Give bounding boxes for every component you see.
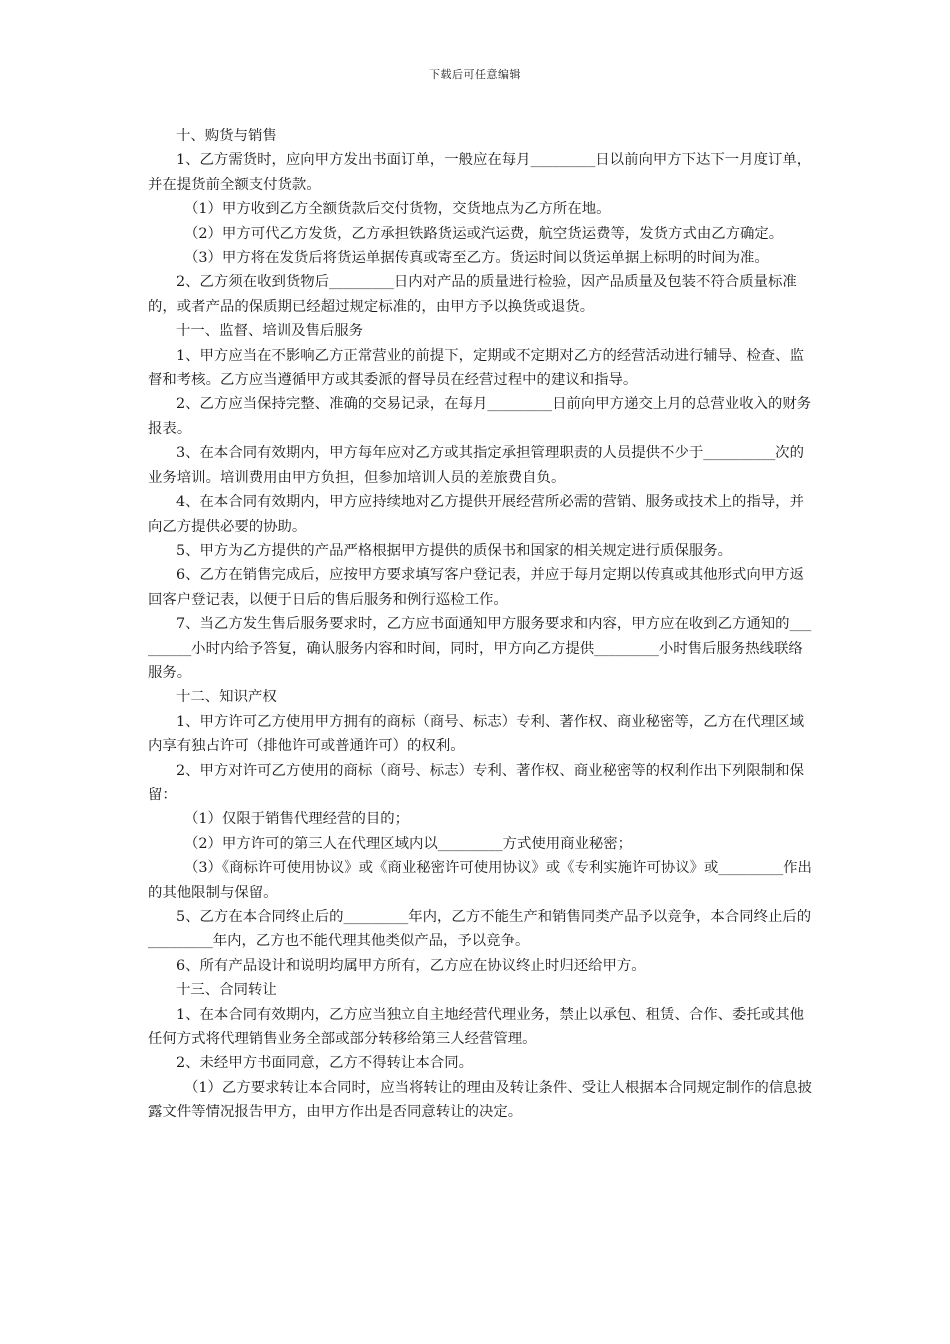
paragraph: （2）甲方许可的第三人在代理区域内以_________方式使用商业秘密； xyxy=(184,835,633,852)
paragraph: 5、乙方在本合同终止后的_________年内，乙方不能生产和销售同类产品予以竞争，本合同终止后的_________年内，乙方也不能代理其他类似产品，予以竞争。 xyxy=(148,909,812,950)
paragraph: 十一、监督、培训及售后服务 xyxy=(176,323,364,340)
paragraph: 1、甲方许可乙方使用甲方拥有的商标（商号、标志）专利、著作权、商业秘密等，乙方在代理区域内享有独占许可（排他许可或普通许可）的权利。 xyxy=(148,713,804,755)
paragraph: 十三、合同转让 xyxy=(176,982,277,999)
paragraph: 7、当乙方发生售后服务要求时，乙方应书面通知甲方服务要求和内容，甲方应在收到乙方通知的_________小时内给予答复，确认服务内容和时间，同时，甲方向乙方提供_________小时售后服务热线联络服务。 xyxy=(148,616,812,681)
paragraph: 6、乙方在销售完成后，应按甲方要求填写客户登记表，并应于每月定期以传真或其他形式向甲方返回客户登记表，以便于日后的售后服务和例行巡检工作。 xyxy=(148,567,804,608)
paragraph: （1）乙方要求转让本合同时，应当将转让的理由及转让条件、受让人根据本合同规定制作的信息披露文件等情况报告甲方，由甲方作出是否同意转让的决定。 xyxy=(148,1079,812,1121)
paragraph: （2）甲方可代乙方发货，乙方承担铁路货运或汽运费，航空货运费等，发货方式由乙方确定。 xyxy=(184,225,784,242)
paragraph: 2、乙方应当保持完整、准确的交易记录，在每月_________日前向甲方递交上月的总营业收入的财务报表。 xyxy=(148,396,812,437)
page-header: 下载后可任意编辑 xyxy=(429,68,521,81)
paragraph: （3）《商标许可使用协议》或《商业秘密许可使用协议》或《专利实施许可协议》或_________作出的其他限制与保留。 xyxy=(148,860,812,901)
paragraph: 十、购货与销售 xyxy=(176,128,277,144)
paragraph: 3、在本合同有效期内，甲方每年应对乙方或其指定承担管理职责的人员提供不少于__________次的业务培训。培训费用由甲方负担，但参加培训人员的差旅费自负。 xyxy=(148,445,804,486)
paragraph: （1）仅限于销售代理经营的目的； xyxy=(184,811,410,828)
paragraph: 2、未经甲方书面同意，乙方不得转让本合同。 xyxy=(176,1055,473,1072)
paragraph: 1、甲方应当在不影响乙方正常营业的前提下，定期或不定期对乙方的经营活动进行辅导、检查、监督和考核。乙方应当遵循甲方或其委派的督导员在经营过程中的建议和指导。 xyxy=(148,347,804,389)
paragraph: 2、乙方须在收到货物后_________日内对产品的质量进行检验，因产品质量及包装不符合质量标准的，或者产品的保质期已经超过规定标准的，由甲方予以换货或退货。 xyxy=(148,274,797,315)
document-body xyxy=(148,124,812,1125)
paragraph: 十二、知识产权 xyxy=(176,689,277,706)
paragraph: 1、乙方需货时，应向甲方发出书面订单，一般应在每月_________日以前向甲方下达下一月度订单，并在提货前全额支付货款。 xyxy=(148,152,812,193)
paragraph: （1）甲方收到乙方全额货款后交付货物，交货地点为乙方所在地。 xyxy=(184,201,611,218)
paragraph: 1、在本合同有效期内，乙方应当独立自主地经营代理业务，禁止以承包、租赁、合作、委托或其他任何方式将代理销售业务全部或部分转移给第三人经营管理。 xyxy=(148,1006,804,1048)
paragraph: （3）甲方将在发货后将货运单据传真或寄至乙方。货运时间以货运单据上标明的时间为准。 xyxy=(184,250,769,267)
paragraph: 4、在本合同有效期内，甲方应持续地对乙方提供开展经营所必需的营销、服务或技术上的指导，并向乙方提供必要的协助。 xyxy=(148,494,804,535)
paragraph: 5、甲方为乙方提供的产品严格根据甲方提供的质保书和国家的相关规定进行质保服务。 xyxy=(176,542,733,559)
paragraph: 2、甲方对许可乙方使用的商标（商号、标志）专利、著作权、商业秘密等的权利作出下列限制和保留： xyxy=(148,762,804,803)
paragraph: 6、所有产品设计和说明均属甲方所有，乙方应在协议终止时归还给甲方。 xyxy=(176,957,646,974)
